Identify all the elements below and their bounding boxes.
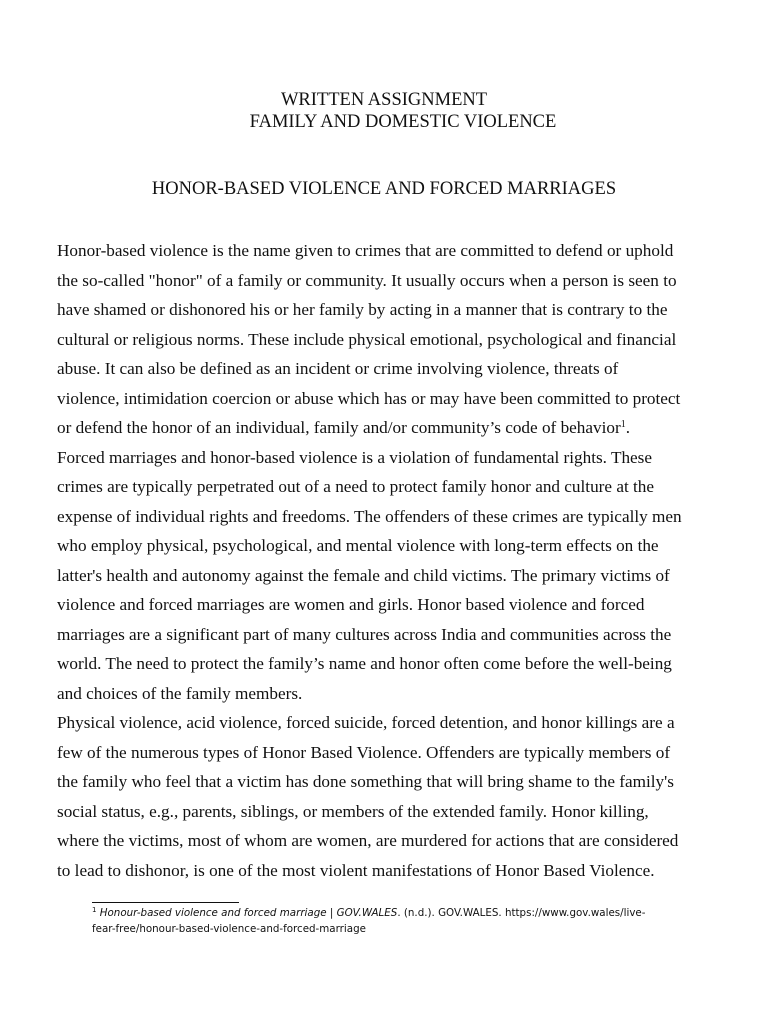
body-paragraphs: [57, 236, 717, 885]
footnote-number: 1: [92, 906, 97, 914]
body-line: Honor-based violence is the name given to crimes that are committed to defend or uphold: [57, 241, 674, 260]
sentence-period: .: [625, 418, 630, 437]
footnote-reference[interactable]: 1: [620, 419, 626, 430]
body-line: crimes are typically perpetrated out of a need to protect family honor and culture at the: [57, 477, 655, 496]
footnote-url[interactable]: fear-free/honour-based-violence-and-forced-marriage: [92, 922, 366, 935]
body-line-text: or defend the honor of an individual, family and/or community’s code of behavior: [57, 418, 621, 437]
body-line: violence and forced marriages are women and girls. Honor based violence and forced: [57, 595, 645, 614]
footnote-citation[interactable]: . (n.d.). GOV.WALES. https://www.gov.wales/live-: [397, 907, 646, 919]
section-title: HONOR-BASED VIOLENCE AND FORCED MARRIAGES: [151, 179, 617, 199]
body-line: abuse. It can also be defined as an incident or crime involving violence, threats of: [57, 359, 619, 378]
body-line-with-footnote: [57, 413, 717, 443]
body-line: violence, intimidation coercion or abuse which has or may have been committed to protect: [57, 388, 681, 408]
footnote-source-title: Honour-based violence and forced marriage | GOV.WALES: [99, 907, 398, 919]
body-line: who employ physical, psychological, and mental violence with long-term effects on the: [57, 536, 659, 555]
body-line: and choices of the family members.: [57, 683, 303, 703]
body-line: the so-called "honor" of a family or community. It usually occurs when a person is seen to: [57, 270, 677, 290]
body-line: Forced marriages and honor-based violence is a violation of fundamental rights. These: [57, 447, 652, 467]
body-line: where the victims, most of whom are women, are murdered for actions that are considered: [57, 831, 679, 850]
footnote: [92, 906, 692, 937]
body-line: Physical violence, acid violence, forced suicide, forced detention, and honor killings are a: [57, 713, 675, 732]
body-line: cultural or religious norms. These include physical emotional, psychological and financial: [57, 329, 677, 349]
body-line: to lead to dishonor, is one of the most violent manifestations of Honor Based Violence.: [57, 860, 655, 880]
body-line: world. The need to protect the family’s name and honor often come before the well-being: [57, 654, 672, 673]
body-line: social status, e.g., parents, siblings, or members of the extended family. Honor killing,: [57, 801, 649, 821]
body-line: the family who feel that a victim has done something that will bring shame to the family's: [57, 772, 674, 791]
body-line: expense of individual rights and freedoms. The offenders of these crimes are typically men: [57, 506, 682, 526]
body-line: latter's health and autonomy against the female and child victims. The primary victims of: [57, 565, 670, 585]
body-line: marriages are a significant part of many cultures across India and communities across the: [57, 624, 672, 644]
body-line: have shamed or dishonored his or her family by acting in a manner that is contrary to the: [57, 300, 668, 319]
footnote-line-1: [92, 906, 692, 922]
assignment-title: WRITTEN ASSIGNMENT: [280, 90, 488, 110]
body-line: few of the numerous types of Honor Based Violence. Offenders are typically members of: [57, 742, 671, 762]
assignment-subtitle: FAMILY AND DOMESTIC VIOLENCE: [249, 112, 557, 132]
footnote-separator: [92, 902, 239, 903]
